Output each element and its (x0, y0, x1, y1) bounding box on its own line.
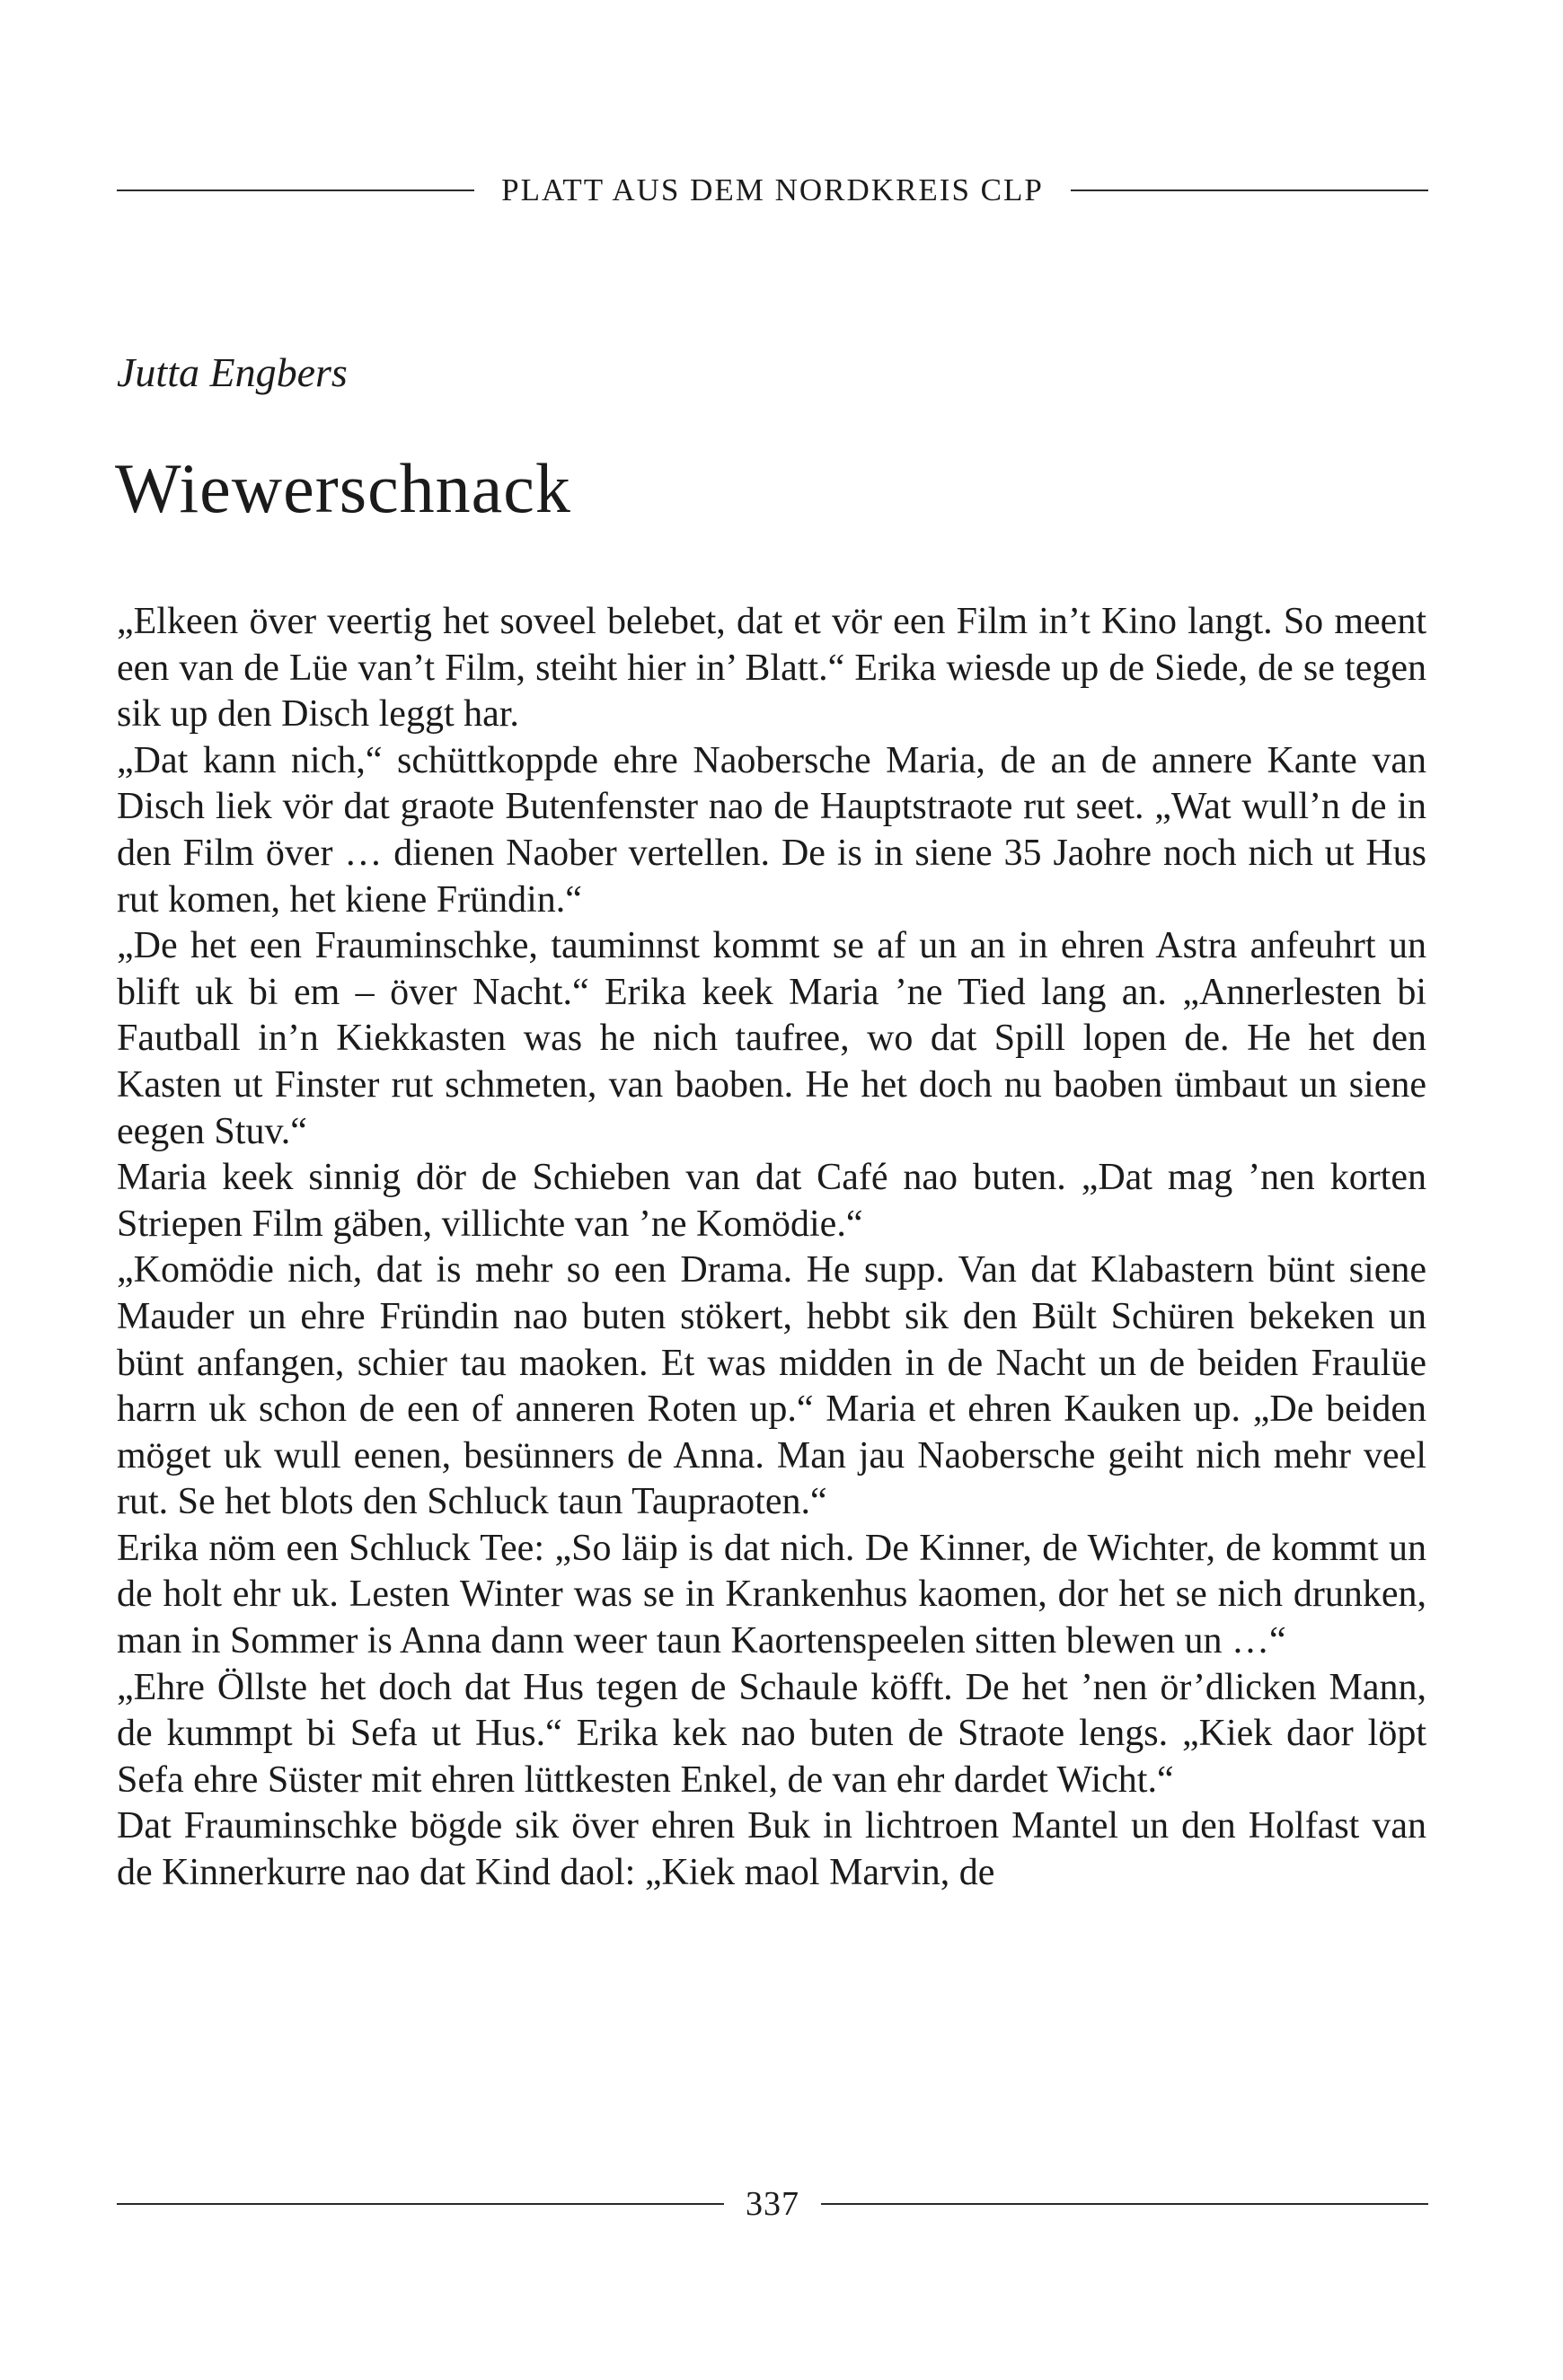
running-head-title: PLATT AUS DEM NORDKREIS CLP (501, 172, 1044, 207)
paragraph: Dat Frauminschke bögde sik över ehren Buk in lichtroen Mantel un den Holfast van de Kinnerkurre nao dat Kind daol: „Kiek maol Marvin, de (117, 1805, 1426, 1894)
paragraph: Maria keek sinnig dör de Schieben van dat Café nao buten. „Dat mag ’nen korten Striepen Film gäben, villichte van ’ne Komödie.“ (117, 1157, 1426, 1245)
footer-rule-right (821, 2203, 1428, 2205)
paragraph: „Ehre Öllste het doch dat Hus tegen de Schaule köfft. De het ’nen ör’dlicken Mann, de kummpt bi Sefa ut Hus.“ Erika kek nao buten de Straote lengs. „Kiek daor löpt Sefa ehre Süster mit ehren lüttkesten Enkel, de van ehr dardet Wicht.“ (117, 1666, 1426, 1801)
footer-rule-left (117, 2203, 724, 2205)
page-number: 337 (746, 2185, 799, 2223)
running-head-rule-right (1071, 190, 1428, 191)
running-head (117, 172, 1428, 208)
paragraph: „Dat kann nich,“ schüttkoppde ehre Naobersche Maria, de an de annere Kante van Disch liek vör dat graote Butenfenster nao de Hauptstraote rut seet. „Wat wull’n de in den Film över … dienen Naober vertellen. De is in siene 35 Jaohre noch nich ut Hus rut komen, het kiene Fründin.“ (117, 739, 1426, 921)
paragraph: „De het een Frauminschke, tauminnst kommt se af un an in ehren Astra anfeuhrt un blift uk bi em – över Nacht.“ Erika keek Maria ’ne Tied lang an. „Annerlesten bi Fautball in’n Kiekkasten was he nich taufree, wo dat Spill lopen de. He het den Kasten ut Finster rut schmeten, van baoben. He het doch nu baoben ümbaut un siene eegen Stuv.“ (117, 925, 1426, 1152)
paragraph: Erika nöm een Schluck Tee: „So läip is dat nich. De Kinner, de Wichter, de kommt un de holt ehr uk. Lesten Winter was se in Krankenhus kaomen, dor het se nich drunken, man in Sommer is Anna dann weer taun Kaortenspeelen sitten blewen un …“ (117, 1527, 1426, 1662)
paragraph: „Elkeen över veertig het soveel belebet, dat et vör een Film in’t Kino langt. So meent een van de Lüe van’t Film, steiht hier in’ Blatt.“ Erika wiesde up de Siede, de se tegen sik up den Disch leggt har. (117, 601, 1426, 736)
page-footer (117, 2184, 1428, 2224)
paragraph: „Komödie nich, dat is mehr so een Drama. He supp. Van dat Klabastern bünt siene Mauder un ehre Fründin nao buten stökert, hebbt sik den Bült Schüren bekeken un bünt anfangen, schier tau maoken. Et was midden in de Nacht un de beiden Fraulüe harrn uk schon de een of anneren Roten up.“ Maria et ehren Kauken up. „De beiden möget uk wull eenen, besünners de Anna. Man jau Naobersche geiht nich mehr veel rut. Se het blots den Schluck taun Taupraoten.“ (117, 1249, 1426, 1523)
author-name: Jutta Engbers (117, 349, 348, 395)
article-body (117, 599, 1426, 1897)
running-head-rule-left (117, 190, 474, 191)
article-title: Wiewerschnack (115, 449, 571, 527)
